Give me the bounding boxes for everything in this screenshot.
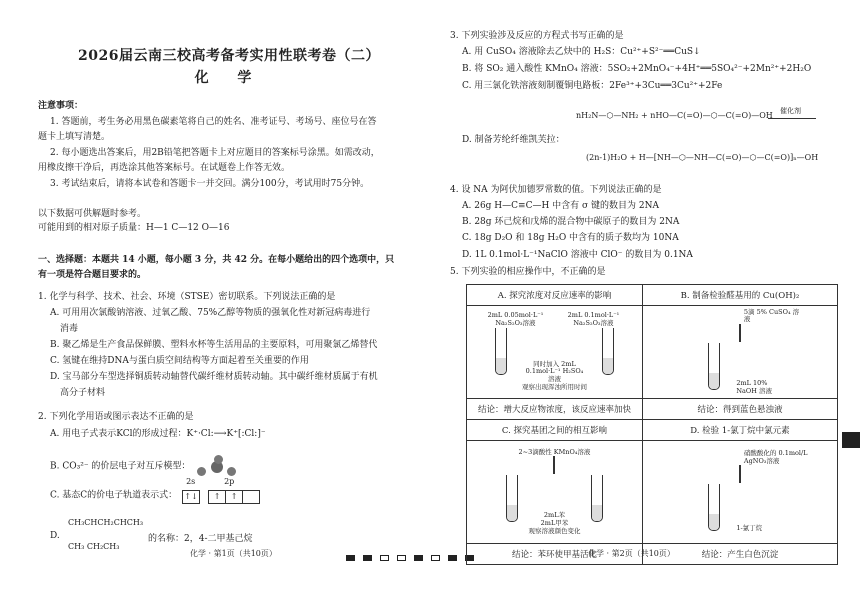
dropper-icon <box>739 465 741 483</box>
vsepr-model-icon <box>193 455 247 477</box>
reaction-arrow <box>768 118 816 119</box>
test-tube-icon <box>708 343 720 390</box>
q2-option-d-name: 的名称：2，4-二甲基己烷 <box>148 534 253 544</box>
exp-a-label: 同时加入 2mL 0.1mol·L⁻¹ H₂SO₄溶液 <box>525 359 584 384</box>
exp-b-label: 5滴 5% CuSO₄ 溶液 <box>743 307 800 324</box>
q2-option-b-text: B. CO₃²⁻ 的价层电子对互斥模型： <box>50 461 191 472</box>
reference-masses: 可能用到的相对原子质量：H—1 C—12 O—16 <box>38 223 230 233</box>
q3-d-products: (2n-1)H₂O + H—[NH—⬡—NH—C(=O)—⬡—C(=O)]ₙ—OH <box>586 153 819 162</box>
q2-d-structure-bottom: CH₃ CH₂CH₃ <box>68 542 120 551</box>
orbital-box <box>242 490 260 504</box>
page-footer: 化学 · 第1页（共10页） <box>190 549 277 558</box>
exp-a-title: A. 探究浓度对反应速率的影响 <box>467 285 643 306</box>
q2-option-c-text: C. 基态C的价电子轨道表示式： <box>50 490 178 501</box>
exp-d-title: D. 检验 1-氯丁烷中氯元素 <box>642 420 837 441</box>
edge-tab <box>842 432 860 448</box>
q1-option-c: C. 氢键在维持DNA与蛋白质空间结构等方面起着至关重要的作用 <box>50 356 309 366</box>
q2-stem: 2. 下列化学用语或图示表达不正确的是 <box>38 412 194 422</box>
dropper-icon <box>739 324 741 342</box>
q1-option-a: A. 可用用次氯酸钠溶液、过氧乙酸、75%乙醇等物质的强氧化性对新冠病毒进行 <box>50 308 371 318</box>
notice-line: 1. 答题前，考生务必用黑色碳素笔将自己的姓名、准考证号、考场号、座位号在答 <box>50 117 377 127</box>
mark <box>397 555 406 561</box>
q4-option-d: D. 1L 0.1mol·L⁻¹NaClO 溶液中 ClO⁻ 的数目为 0.1NA <box>462 250 693 260</box>
notice-line: 3. 考试结束后，请将本试卷和答题卡一并交回。满分100分，考试用时75分钟。 <box>50 179 370 189</box>
notice-line: 题卡上填写清楚。 <box>38 132 111 142</box>
exp-b-label: 2mL 10% NaOH 溶液 <box>736 378 772 395</box>
q3-stem: 3. 下列实验涉及反应的方程式书写正确的是 <box>450 31 624 41</box>
exp-c-figure <box>467 441 643 544</box>
exp-a-figure <box>467 306 643 399</box>
notice-line: 用橡皮擦干净后，再选涂其他答案标号。在试题卷上作答无效。 <box>38 163 291 173</box>
reference-intro: 以下数据可供解题时参考。 <box>38 209 147 219</box>
q3-option-b: B. 将 SO₂ 通入酸性 KMnO₄ 溶液：5SO₂+2MnO₄⁻+4H⁺══5SO₄²⁻+2Mn²⁺+2H₂O <box>462 64 812 74</box>
page-footer: 化学 · 第2页（共10页） <box>588 549 675 558</box>
q2-option-d-label: D. <box>50 531 60 541</box>
orbital-diagram <box>180 477 270 506</box>
q4-option-c: C. 18g D₂O 和 18g H₂O 中含有的质子数均为 10NA <box>462 233 679 243</box>
section-heading: 一、选择题：本题共 14 小题，每小题 3 分，共 42 分。在每小题给出的四个选项中，只 <box>38 255 395 265</box>
test-tube-icon <box>591 475 603 522</box>
exp-c-conclusion: 结论：苯环使甲基活化 <box>467 544 643 565</box>
mark <box>431 555 440 561</box>
test-tube-icon <box>495 328 507 375</box>
q3-option-c: C. 用三氯化铁溶液刻制覆铜电路板：2Fe³⁺+3Cu══3Cu²⁺+2Fe <box>462 81 723 91</box>
mark <box>414 555 423 561</box>
q4-stem: 4. 设 NA 为阿伏加德罗常数的值。下列说法正确的是 <box>450 185 662 195</box>
exp-a-label: 观察出现浑浊所用时间 <box>521 382 587 391</box>
dropper-icon <box>553 456 555 474</box>
notice-heading: 注意事项： <box>38 101 84 111</box>
orbital-2p-label: 2p <box>224 477 235 486</box>
mark <box>380 555 389 561</box>
section-heading-cont: 有一项是符合题目要求的。 <box>38 270 147 280</box>
exp-d-label: 硝酸酸化的 0.1mol/L AgNO₃溶液 <box>743 448 808 465</box>
exp-d-conclusion: 结论：产生白色沉淀 <box>642 544 837 565</box>
orbital-box: ↑ <box>208 490 226 504</box>
mark <box>346 555 355 561</box>
q2-option-b <box>38 455 247 477</box>
q1-option-b: B. 聚乙烯是生产食品保鲜膜、塑料水杯等生活用品的主要原料，可用聚氯乙烯替代 <box>50 340 378 350</box>
q1-option-d-cont: 高分子材料 <box>60 388 106 398</box>
q1-option-d: D. 宝马部分车型选择铜质转动轴替代碳纤维材质转动轴。其中碳纤维材质属于有机 <box>50 372 378 382</box>
exp-c-title: C. 探究基团之间的相互影响 <box>467 420 643 441</box>
exp-d-label: 1-氯丁烷 <box>736 523 763 532</box>
q3-d-reactants: nH₂N—⬡—NH₂ + nHO—C(=O)—⬡—C(=O)—OH <box>576 111 773 120</box>
mark <box>363 555 372 561</box>
subject-title: 化 学 <box>194 70 264 86</box>
q5-stem: 5. 下列实验的相应操作中，不正确的是 <box>450 267 606 277</box>
exam-title: 2026届云南三校高考备考实用性联考卷（二） <box>78 48 380 64</box>
orbital-box: ↑ <box>225 490 243 504</box>
q3-option-d: D. 制备芳纶纤维凯芙拉： <box>462 135 565 145</box>
exp-a-label: 2mL 0.05mol·L⁻¹ Na₂S₂O₃溶液 <box>487 311 544 327</box>
orbital-box: ↑↓ <box>182 490 200 504</box>
q1-stem: 1. 化学与科学、技术、社会、环境（STSE）密切联系。下列说法正确的是 <box>38 292 336 302</box>
exp-c-label: 2~3滴酸性 KMnO₄溶液 <box>518 447 591 456</box>
exp-a-label: 2mL 0.1mol·L⁻¹ Na₂S₂O₃溶液 <box>567 311 620 327</box>
orbital-2s-label: 2s <box>186 477 196 486</box>
exp-c-label: 观察溶液颜色变化 <box>528 526 581 535</box>
notice-line: 2. 每小题选出答案后，用2B铅笔把答题卡上对应题目的答案标号涂黑。如需改动， <box>50 148 380 158</box>
exp-b-figure <box>642 306 837 399</box>
experiment-table <box>466 284 838 565</box>
q2-d-structure-top: CH₃CHCH₂CHCH₃ <box>68 518 144 527</box>
q4-option-a: A. 26g H—C≡C—H 中含有 σ 键的数目为 2NA <box>462 201 659 211</box>
exp-a-conclusion: 结论：增大反应物浓度，该反应速率加快 <box>467 399 643 420</box>
q3-option-a: A. 用 CuSO₄ 溶液除去乙炔中的 H₂S：Cu²⁺+S²⁻══CuS↓ <box>462 47 701 57</box>
exp-c-label: 2mL甲苯 <box>540 518 569 527</box>
q2-option-a: A. 用电子式表示KCl的形成过程：K⁺·Cl:⟶K⁺[:Cl:]⁻ <box>50 429 266 439</box>
q4-option-b: B. 28g 环己烷和戊烯的混合物中碳原子的数目为 2NA <box>462 217 680 227</box>
q3-d-catalyst: 催化剂 <box>780 107 801 115</box>
exp-b-title: B. 制备检验醛基用的 Cu(OH)₂ <box>642 285 837 306</box>
exp-c-labels <box>534 512 574 528</box>
exp-b-conclusion: 结论：得到蓝色悬浊液 <box>642 399 837 420</box>
q1-option-a-cont: 消毒 <box>60 324 79 334</box>
exp-c-label: 2mL苯 <box>543 511 566 520</box>
q2-option-c <box>38 477 270 506</box>
test-tube-icon <box>708 484 720 531</box>
exp-d-figure <box>642 441 837 544</box>
left-page <box>38 0 420 592</box>
test-tube-icon <box>602 328 614 375</box>
test-tube-icon <box>506 475 518 522</box>
